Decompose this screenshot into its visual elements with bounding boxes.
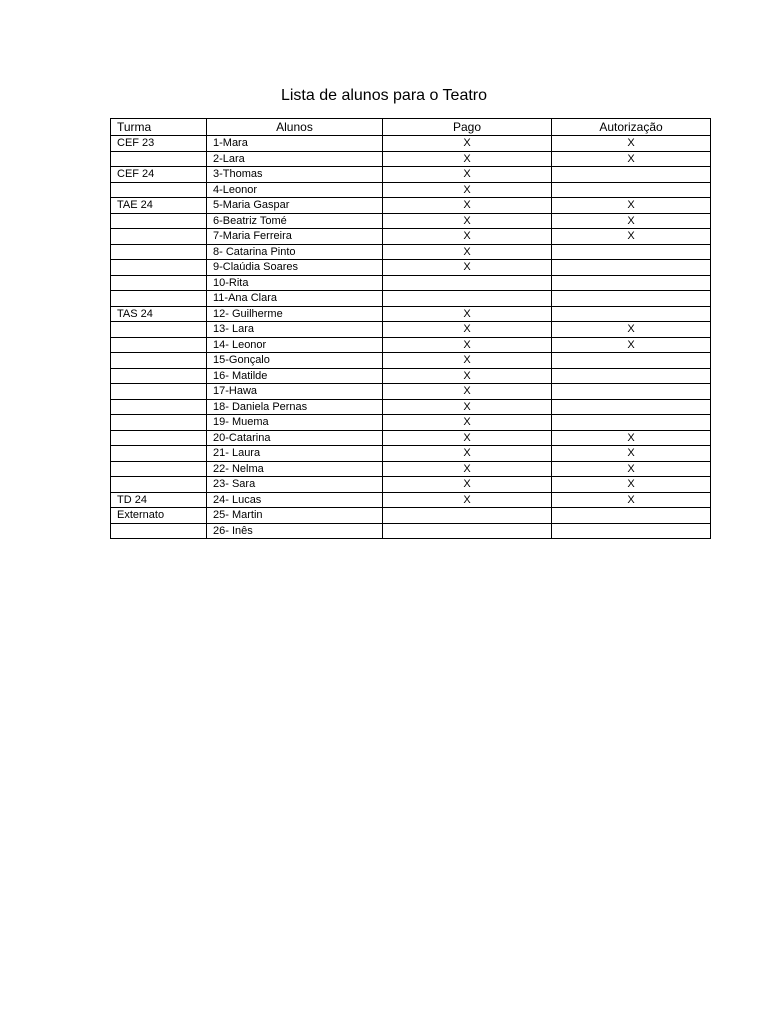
table-row <box>111 198 711 214</box>
table-row <box>111 446 711 462</box>
cell-pago <box>383 508 552 524</box>
header-pago: Pago <box>383 119 552 136</box>
cell-autorizacao <box>552 368 711 384</box>
student-table <box>110 118 711 539</box>
cell-autorizacao: X <box>552 430 711 446</box>
cell-turma <box>111 353 207 369</box>
cell-aluno: 18- Daniela Pernas <box>207 399 383 415</box>
cell-autorizacao <box>552 306 711 322</box>
cell-pago: X <box>383 399 552 415</box>
table-row <box>111 182 711 198</box>
cell-pago: X <box>383 244 552 260</box>
cell-autorizacao: X <box>552 446 711 462</box>
cell-autorizacao: X <box>552 136 711 152</box>
table-row <box>111 275 711 291</box>
table-row <box>111 368 711 384</box>
table-row <box>111 213 711 229</box>
cell-pago <box>383 523 552 539</box>
cell-pago: X <box>383 151 552 167</box>
cell-pago: X <box>383 477 552 493</box>
cell-turma <box>111 275 207 291</box>
table-row <box>111 399 711 415</box>
header-row <box>111 119 711 136</box>
cell-turma <box>111 399 207 415</box>
table-row <box>111 523 711 539</box>
cell-autorizacao <box>552 275 711 291</box>
cell-autorizacao: X <box>552 151 711 167</box>
cell-turma <box>111 446 207 462</box>
table-row <box>111 151 711 167</box>
cell-pago: X <box>383 167 552 183</box>
cell-aluno: 7-Maria Ferreira <box>207 229 383 245</box>
cell-autorizacao <box>552 291 711 307</box>
cell-turma: Externato <box>111 508 207 524</box>
cell-autorizacao <box>552 523 711 539</box>
header-alunos: Alunos <box>207 119 383 136</box>
cell-autorizacao <box>552 415 711 431</box>
cell-autorizacao <box>552 182 711 198</box>
cell-aluno: 5-Maria Gaspar <box>207 198 383 214</box>
table-row <box>111 229 711 245</box>
cell-autorizacao <box>552 260 711 276</box>
cell-turma <box>111 477 207 493</box>
cell-pago: X <box>383 136 552 152</box>
cell-autorizacao <box>552 244 711 260</box>
cell-aluno: 6-Beatriz Tomé <box>207 213 383 229</box>
cell-aluno: 3-Thomas <box>207 167 383 183</box>
table-row <box>111 461 711 477</box>
cell-autorizacao <box>552 399 711 415</box>
cell-autorizacao <box>552 384 711 400</box>
cell-aluno: 16- Matilde <box>207 368 383 384</box>
cell-turma <box>111 384 207 400</box>
cell-aluno: 2-Lara <box>207 151 383 167</box>
cell-aluno: 11-Ana Clara <box>207 291 383 307</box>
table-row <box>111 291 711 307</box>
cell-pago: X <box>383 260 552 276</box>
cell-pago: X <box>383 368 552 384</box>
cell-turma <box>111 337 207 353</box>
cell-pago: X <box>383 182 552 198</box>
cell-autorizacao: X <box>552 337 711 353</box>
cell-pago: X <box>383 322 552 338</box>
cell-pago: X <box>383 198 552 214</box>
cell-autorizacao <box>552 353 711 369</box>
cell-autorizacao: X <box>552 461 711 477</box>
header-turma: Turma <box>111 119 207 136</box>
cell-turma <box>111 182 207 198</box>
cell-autorizacao: X <box>552 198 711 214</box>
cell-autorizacao: X <box>552 492 711 508</box>
cell-turma <box>111 322 207 338</box>
cell-pago: X <box>383 461 552 477</box>
cell-turma: CEF 24 <box>111 167 207 183</box>
table-row <box>111 492 711 508</box>
cell-turma <box>111 151 207 167</box>
table-row <box>111 322 711 338</box>
table-row <box>111 477 711 493</box>
table-row <box>111 136 711 152</box>
cell-pago: X <box>383 415 552 431</box>
cell-turma <box>111 461 207 477</box>
table-row <box>111 508 711 524</box>
table-row <box>111 306 711 322</box>
cell-turma <box>111 260 207 276</box>
table-row <box>111 353 711 369</box>
cell-aluno: 24- Lucas <box>207 492 383 508</box>
cell-aluno: 15-Gonçalo <box>207 353 383 369</box>
cell-pago: X <box>383 384 552 400</box>
cell-pago: X <box>383 229 552 245</box>
cell-aluno: 4-Leonor <box>207 182 383 198</box>
cell-aluno: 1-Mara <box>207 136 383 152</box>
table-row <box>111 430 711 446</box>
cell-turma: TAE 24 <box>111 198 207 214</box>
cell-turma <box>111 415 207 431</box>
cell-turma <box>111 523 207 539</box>
cell-pago: X <box>383 306 552 322</box>
cell-aluno: 20-Catarina <box>207 430 383 446</box>
cell-autorizacao: X <box>552 322 711 338</box>
cell-aluno: 23- Sara <box>207 477 383 493</box>
cell-turma <box>111 244 207 260</box>
cell-turma: CEF 23 <box>111 136 207 152</box>
cell-aluno: 9-Claúdia Soares <box>207 260 383 276</box>
cell-pago: X <box>383 353 552 369</box>
cell-pago: X <box>383 492 552 508</box>
cell-turma <box>111 430 207 446</box>
cell-autorizacao <box>552 508 711 524</box>
cell-aluno: 26- Inês <box>207 523 383 539</box>
cell-aluno: 19- Muema <box>207 415 383 431</box>
table-body <box>111 136 711 539</box>
cell-pago <box>383 291 552 307</box>
cell-pago <box>383 275 552 291</box>
cell-aluno: 12- Guilherme <box>207 306 383 322</box>
cell-aluno: 17-Hawa <box>207 384 383 400</box>
cell-aluno: 22- Nelma <box>207 461 383 477</box>
cell-turma <box>111 229 207 245</box>
header-autorizacao: Autorização <box>552 119 711 136</box>
cell-turma <box>111 368 207 384</box>
table-row <box>111 384 711 400</box>
cell-autorizacao <box>552 167 711 183</box>
table-row <box>111 337 711 353</box>
cell-aluno: 13- Lara <box>207 322 383 338</box>
cell-aluno: 25- Martin <box>207 508 383 524</box>
cell-pago: X <box>383 337 552 353</box>
table-header <box>111 119 711 136</box>
cell-aluno: 14- Leonor <box>207 337 383 353</box>
cell-aluno: 10-Rita <box>207 275 383 291</box>
page-title: Lista de alunos para o Teatro <box>280 87 488 104</box>
cell-pago: X <box>383 446 552 462</box>
cell-autorizacao: X <box>552 477 711 493</box>
table-row <box>111 415 711 431</box>
table-row <box>111 260 711 276</box>
cell-autorizacao: X <box>552 213 711 229</box>
cell-autorizacao: X <box>552 229 711 245</box>
cell-turma <box>111 291 207 307</box>
cell-turma: TD 24 <box>111 492 207 508</box>
cell-turma: TAS 24 <box>111 306 207 322</box>
table-row <box>111 244 711 260</box>
cell-turma <box>111 213 207 229</box>
cell-aluno: 8- Catarina Pinto <box>207 244 383 260</box>
cell-pago: X <box>383 213 552 229</box>
cell-pago: X <box>383 430 552 446</box>
table-row <box>111 167 711 183</box>
cell-aluno: 21- Laura <box>207 446 383 462</box>
